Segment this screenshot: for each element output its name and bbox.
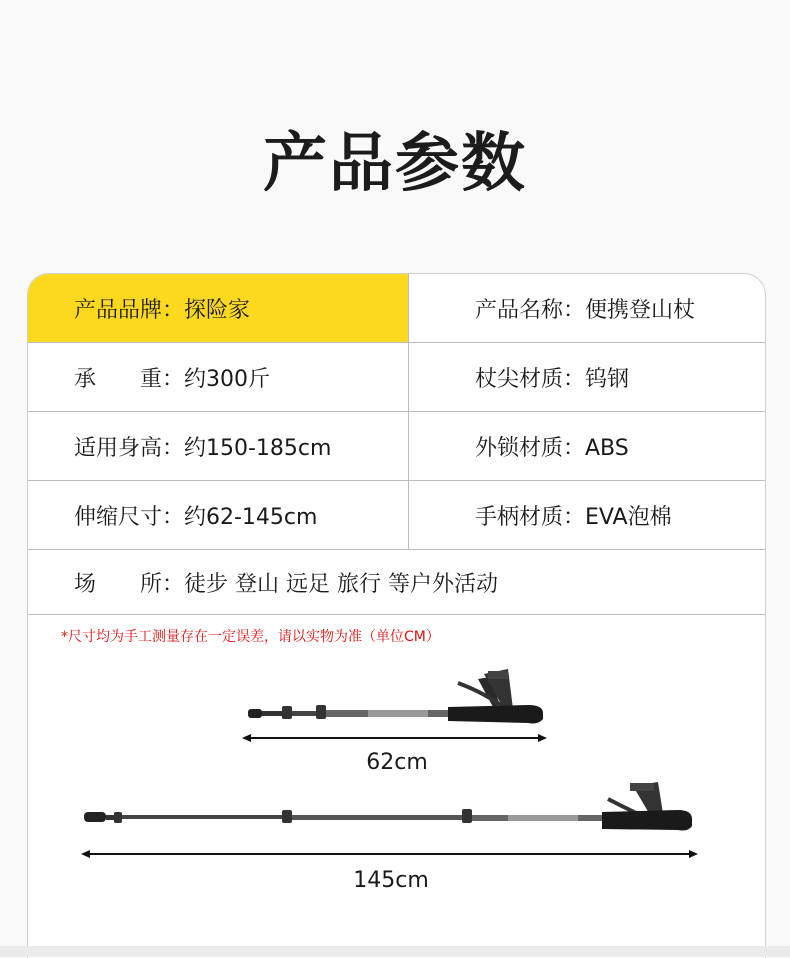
brand-cell: 产品品牌：探险家 <box>28 274 408 342</box>
spec-row-venue <box>28 550 765 615</box>
load-cell: 承 重：约300斤 <box>74 366 270 392</box>
tip-material-cell: 杖尖材质：钨钢 <box>475 366 630 392</box>
spec-row-load <box>28 343 765 412</box>
handle-material-cell: 手柄材质：EVA泡棉 <box>475 504 672 530</box>
product-name-cell: 产品名称：便携登山杖 <box>475 297 696 323</box>
venue-cell: 场 所：徒步 登山 远足 旅行 等户外活动 <box>74 571 498 597</box>
length-cell: 伸缩尺寸：约62-145cm <box>74 504 318 530</box>
short-dimension-arrow <box>242 732 547 744</box>
long-dimension-arrow <box>81 848 698 860</box>
bottom-strip <box>0 946 790 957</box>
spec-card <box>27 273 766 958</box>
spec-row-length <box>28 481 765 550</box>
height-cell: 适用身高：约150-185cm <box>74 435 332 461</box>
spec-row-height <box>28 412 765 481</box>
page-title: 产品参数 <box>263 127 527 201</box>
lock-material-cell: 外锁材质：ABS <box>475 435 629 461</box>
spec-row-brand <box>28 274 765 343</box>
long-length-label: 145cm <box>353 868 429 893</box>
short-length-label: 62cm <box>366 750 428 775</box>
long-pole-image <box>78 774 708 854</box>
measurement-note: *尺寸均为手工测量存在一定误差，请以实物为准（单位CM） <box>61 629 440 645</box>
